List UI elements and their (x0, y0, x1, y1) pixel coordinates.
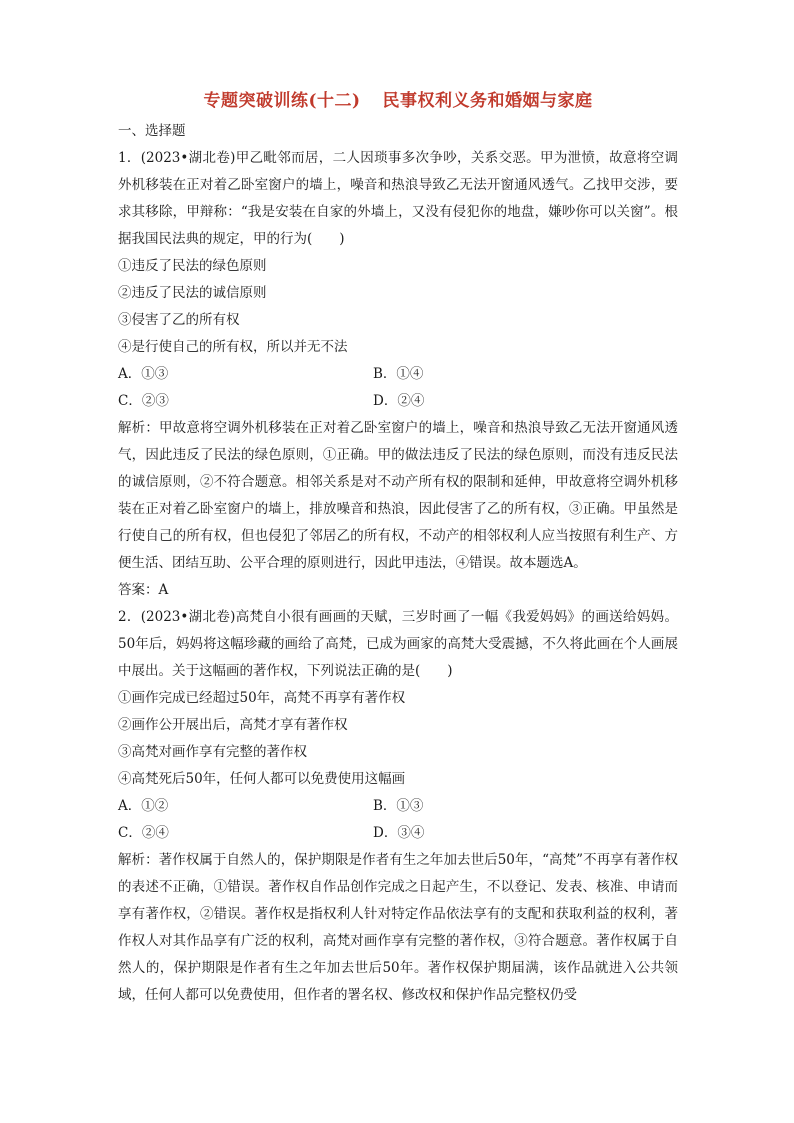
question-stem: 2．(2023•湖北卷)高梵自小很有画画的天赋，三岁时画了一幅《我爱妈妈》的画送给妈妈。50年后，妈妈将这幅珍藏的画给了高梵，已成为画家的高梵大受震撼，不久将此画在个人画展中展出。关于这幅画的著作权，下列说法正确的是( ) (118, 609, 678, 679)
options-row (118, 820, 678, 847)
question-1 (118, 145, 678, 604)
options-row (118, 388, 678, 415)
option-b: B．①③ (373, 798, 424, 814)
statement: ①违反了民法的绿色原则 (118, 258, 267, 274)
document-title (118, 90, 678, 112)
option-c: C．②④ (118, 825, 169, 841)
statement: ④高梵死后50年，任何人都可以免费使用这幅画 (118, 771, 406, 787)
answer (118, 577, 678, 604)
analysis (118, 847, 678, 1009)
option-a: A．①③ (118, 366, 169, 382)
analysis (118, 415, 678, 577)
option-b: B．①④ (373, 366, 424, 382)
analysis-label: 解析： (118, 420, 159, 436)
answer-label: 答案： (118, 582, 159, 598)
statement: ②画作公开展出后，高梵才享有著作权 (118, 717, 348, 733)
options-row (118, 793, 678, 820)
option-c: C．②③ (118, 393, 169, 409)
question-2 (118, 604, 678, 1009)
question-stem: 1．(2023•湖北卷)甲乙毗邻而居，二人因琐事多次争吵，关系交恶。甲为泄愤，故意将空调外机移装在正对着乙卧室窗户的墙上，噪音和热浪导致乙无法开窗通风透气。乙找甲交涉，要求其移除，甲辩称：“我是安装在自家的外墙上，又没有侵犯你的地盘，嫌吵你可以关窗”。根据我国民法典的规定，甲的行为( ) (118, 150, 678, 247)
analysis-text: 著作权属于自然人的，保护期限是作者有生之年加去世后50年，“高梵”不再享有著作权的表述不正确，①错误。著作权自作品创作完成之日起产生，不以登记、发表、核准、申请而享有著作权，②错误。著作权是指权利人针对特定作品依法享有的支配和获取利益的权利，著作权人对其作品享有广泛的权利，高梵对画作享有完整的著作权，③符合题意。著作权属于自然人的，保护期限是作者有生之年加去世后50年。著作权保护期届满，该作品就进入公共领域，任何人都可以免费使用，但作者的署名权、修改权和保护作品完整权仍受 (118, 852, 678, 1003)
option-a: A．①② (118, 798, 169, 814)
section-heading: 一、选择题 (118, 123, 186, 139)
answer-value: A (158, 582, 169, 598)
analysis-text: 甲故意将空调外机移装在正对着乙卧室窗户的墙上，噪音和热浪导致乙无法开窗通风透气，因此违反了民法的绿色原则，①正确。甲的做法违反了民法的绿色原则，而没有违反民法的诚信原则，②不符合题意。相邻关系是对不动产所有权的限制和延伸，甲故意将空调外机移装在正对着乙卧室窗户的墙上，排放噪音和热浪，因此侵害了乙的所有权，③正确。甲虽然是行使自己的所有权，但也侵犯了邻居乙的所有权，不动产的相邻权利人应当按照有利生产、方便生活、团结互助、公平合理的原则进行，因此甲违法，④错误。故本题选A。 (118, 420, 679, 571)
option-d: D．③④ (373, 825, 425, 841)
analysis-label: 解析： (118, 852, 159, 868)
statement: ③高梵对画作享有完整的著作权 (118, 744, 307, 760)
option-d: D．②④ (373, 393, 425, 409)
title-main: 专题突破训练(十二) (203, 91, 361, 111)
statement: ①画作完成已经超过50年，高梵不再享有著作权 (118, 690, 406, 706)
statement: ②违反了民法的诚信原则 (118, 285, 267, 301)
title-sub: 民事权利义务和婚姻与家庭 (382, 91, 593, 111)
options-row (118, 361, 678, 388)
statement: ③侵害了乙的所有权 (118, 312, 240, 328)
statement: ④是行使自己的所有权，所以并无不法 (118, 339, 348, 355)
document-page (118, 90, 678, 1009)
